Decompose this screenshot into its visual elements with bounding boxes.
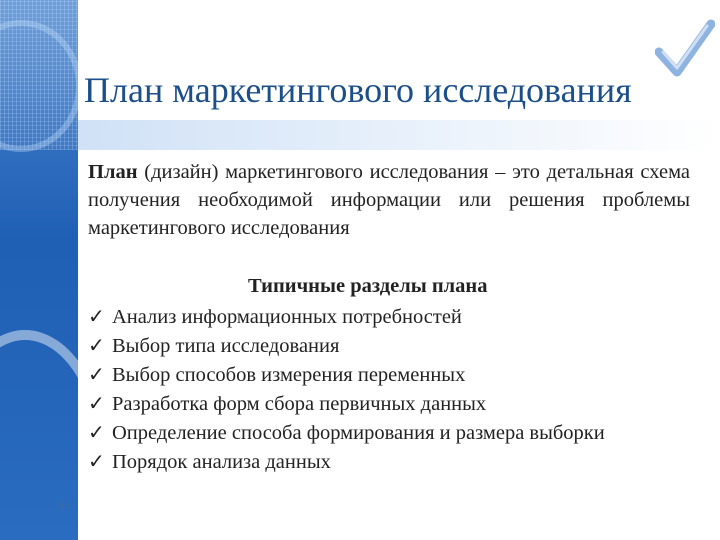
- slide-title: План маркетингового исследования: [84, 70, 632, 110]
- list-item: [88, 333, 708, 362]
- list-item-label: Выбор способов измерения переменных: [112, 364, 466, 386]
- list-item: [88, 362, 708, 391]
- list-item-label: Разработка форм сбора первичных данных: [112, 393, 487, 415]
- checkmark-icon: ✓: [88, 393, 105, 415]
- list-item-label: Определение способа формирования и размера выборки: [112, 422, 605, 444]
- sections-list: [88, 304, 708, 478]
- list-item: [88, 391, 708, 420]
- checkmark-icon: ✓: [88, 335, 105, 357]
- checkmark-icon: ✓: [88, 364, 105, 386]
- title-underline: [78, 120, 720, 150]
- sections-heading: Типичные разделы плана: [248, 275, 488, 297]
- definition-text: (дизайн) маркетингового исследования – это детальная схема получения необходимой информации или решения проблемы маркетингового исследования: [88, 161, 690, 239]
- list-item-label: Порядок анализа данных: [112, 451, 331, 473]
- list-item: [88, 304, 708, 333]
- decorative-sidebar: [0, 0, 78, 540]
- page-number: 45: [58, 498, 70, 512]
- checkmark-icon: ✓: [88, 306, 105, 328]
- list-item-label: Анализ информационных потребностей: [112, 306, 462, 328]
- checkmark-icon: ✓: [88, 451, 105, 473]
- list-item: [88, 449, 708, 478]
- definition-paragraph: [88, 158, 690, 242]
- list-item: [88, 420, 708, 449]
- list-item-label: Выбор типа исследования: [112, 335, 340, 357]
- checkmark-icon: ✓: [88, 422, 105, 444]
- definition-term: План: [88, 161, 138, 183]
